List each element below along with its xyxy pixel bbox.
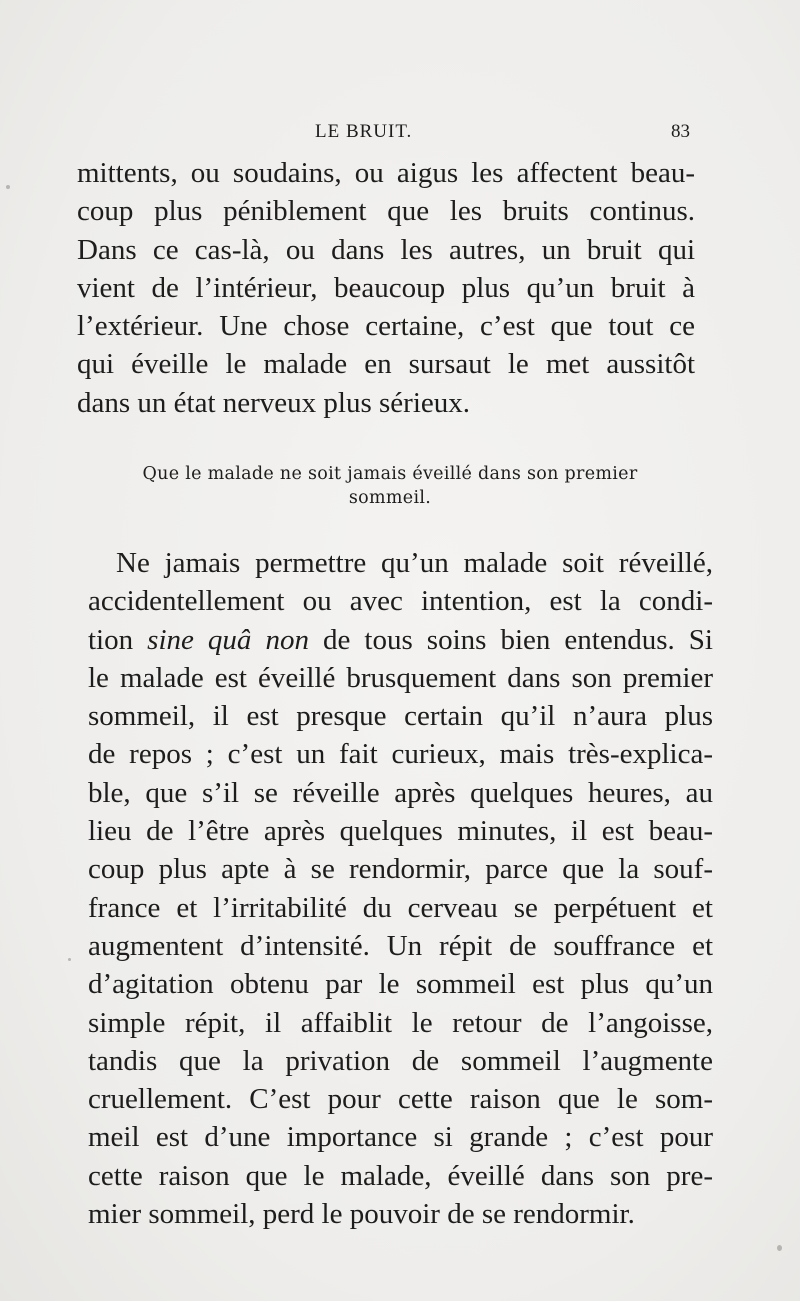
text-line: ble, que s’il se réveille après quelques heures, au xyxy=(88,776,713,809)
text-line: qui éveille le malade en sursaut le met aussitôt xyxy=(77,348,695,381)
text-line: sommeil, il est presque certain qu’il n’aura plus xyxy=(88,700,713,733)
text-line: coup plus apte à se rendormir, parce que la souf- xyxy=(88,853,713,886)
text-line: france et l’irritabilité du cerveau se perpétuent et xyxy=(88,891,713,924)
paragraph xyxy=(88,544,713,1233)
text-line: cruellement. C’est pour cette raison que le som- xyxy=(88,1083,713,1116)
text-line: Dans ce cas-là, ou dans les autres, un bruit qui xyxy=(77,233,695,266)
text-line: coup plus péniblement que les bruits continus. xyxy=(77,195,695,228)
text-fragment: tion xyxy=(88,623,148,656)
text-line: augmentent d’intensité. Un répit de souffrance et xyxy=(88,929,713,962)
section-heading-line: sommeil. xyxy=(348,488,432,508)
text-line: d’agitation obtenu par le sommeil est plus qu’un xyxy=(88,968,713,1001)
text-line: le malade est éveillé brusquement dans son premier xyxy=(88,661,713,694)
section-heading-line: Que le malade ne soit jamais éveillé dans son premier xyxy=(142,464,638,484)
paper-speck xyxy=(777,1245,782,1251)
paper-speck xyxy=(6,185,10,189)
text-line: lieu de l’être après quelques minutes, il est beau- xyxy=(88,815,713,848)
paragraph-continued xyxy=(77,154,695,422)
text-fragment: de tous soins bien entendus. Si xyxy=(308,623,713,656)
text-line: vient de l’intérieur, beaucoup plus qu’un bruit à xyxy=(77,271,695,304)
running-head: LE BRUIT. xyxy=(315,121,413,142)
text-line: mittents, ou soudains, ou aigus les affectent beau- xyxy=(77,157,695,189)
page-number: 83 xyxy=(671,121,690,142)
text-line: dans un état nerveux plus sérieux. xyxy=(77,386,471,419)
text-line: l’extérieur. Une chose certaine, c’est que tout ce xyxy=(77,310,695,343)
text-line: tandis que la privation de sommeil l’augmente xyxy=(88,1044,713,1077)
page-header xyxy=(78,121,690,151)
text-line: de repos ; c’est un fait curieux, mais très-explica- xyxy=(88,738,713,771)
text-line: accidentellement ou avec intention, est la condi- xyxy=(88,585,713,618)
text-line: simple répit, il affaiblit le retour de l’angoisse, xyxy=(88,1006,713,1039)
section-heading xyxy=(100,462,680,510)
latin-phrase: sine quâ non xyxy=(147,623,309,656)
text-line: meil est d’une importance si grande ; c’est pour xyxy=(88,1121,713,1154)
text-line: cette raison que le malade, éveillé dans son pre- xyxy=(88,1159,713,1192)
text-line-with-italic xyxy=(88,621,713,659)
paper-speck xyxy=(68,958,71,961)
text-line: mier sommeil, perd le pouvoir de se rendormir. xyxy=(88,1198,635,1231)
text-line: Ne jamais permettre qu’un malade soit réveillé, xyxy=(116,547,713,579)
